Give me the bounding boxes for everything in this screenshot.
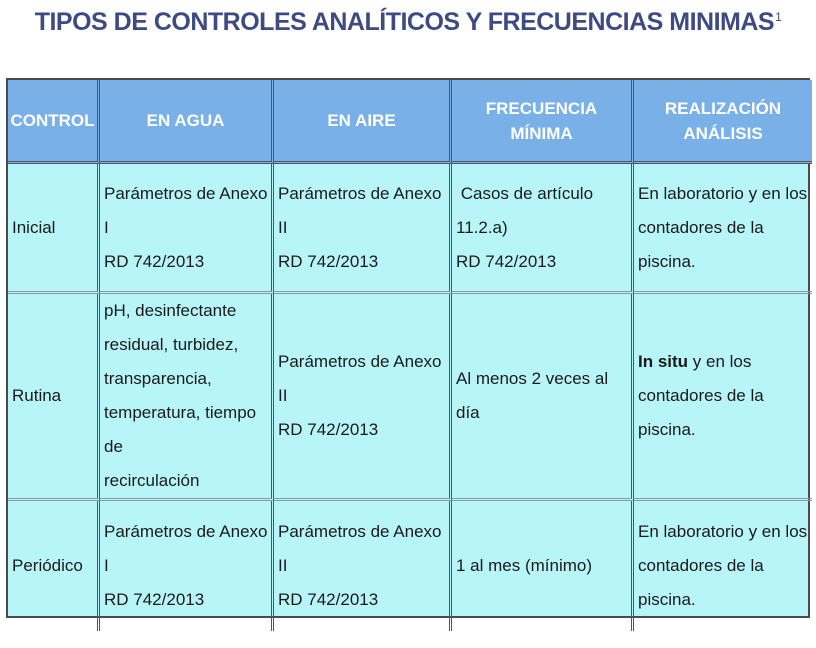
cell-frecuencia: Al menos 2 veces al día [452,294,634,501]
cell-realizacion: En laboratorio y en los contadores de la piscina. [634,164,812,294]
controls-table-container [6,78,810,618]
title-footnote: 1 [775,9,782,24]
cell-realizacion: In situ y en los contadores de la piscina. [634,294,812,501]
table-row [8,294,812,501]
cell-aire: Parámetros de Anexo II RD 742/2013 [274,501,452,631]
table-header-row [8,80,812,164]
cell-agua: pH, desinfectante residual, turbidez, transparencia, temperatura, tiempo de recirculación [100,294,274,501]
header-agua: EN AGUA [100,80,274,164]
page-title [0,8,816,37]
table-row [8,501,812,631]
table-row [8,164,812,294]
header-realizacion: REALIZACIÓN ANÁLISIS [634,80,812,164]
cell-frecuencia: 1 al mes (mínimo) [452,501,634,631]
cell-control: Inicial [8,164,100,294]
header-frecuencia: FRECUENCIA MÍNIMA [452,80,634,164]
cell-control: Periódico [8,501,100,631]
cell-agua: Parámetros de Anexo I RD 742/2013 [100,501,274,631]
title-text: TIPOS DE CONTROLES ANALÍTICOS Y FRECUENCIAS MINIMAS [34,8,775,36]
cell-frecuencia: Casos de artículo 11.2.a) RD 742/2013 [452,164,634,294]
cell-agua: Parámetros de Anexo I RD 742/2013 [100,164,274,294]
cell-aire: Parámetros de Anexo II RD 742/2013 [274,294,452,501]
controls-table [8,80,812,631]
header-control: CONTROL [8,80,100,164]
cell-aire: Parámetros de Anexo II RD 742/2013 [274,164,452,294]
cell-realizacion: En laboratorio y en los contadores de la piscina. [638,522,808,609]
header-aire: EN AIRE [274,80,452,164]
cell-control: Rutina [8,294,100,501]
